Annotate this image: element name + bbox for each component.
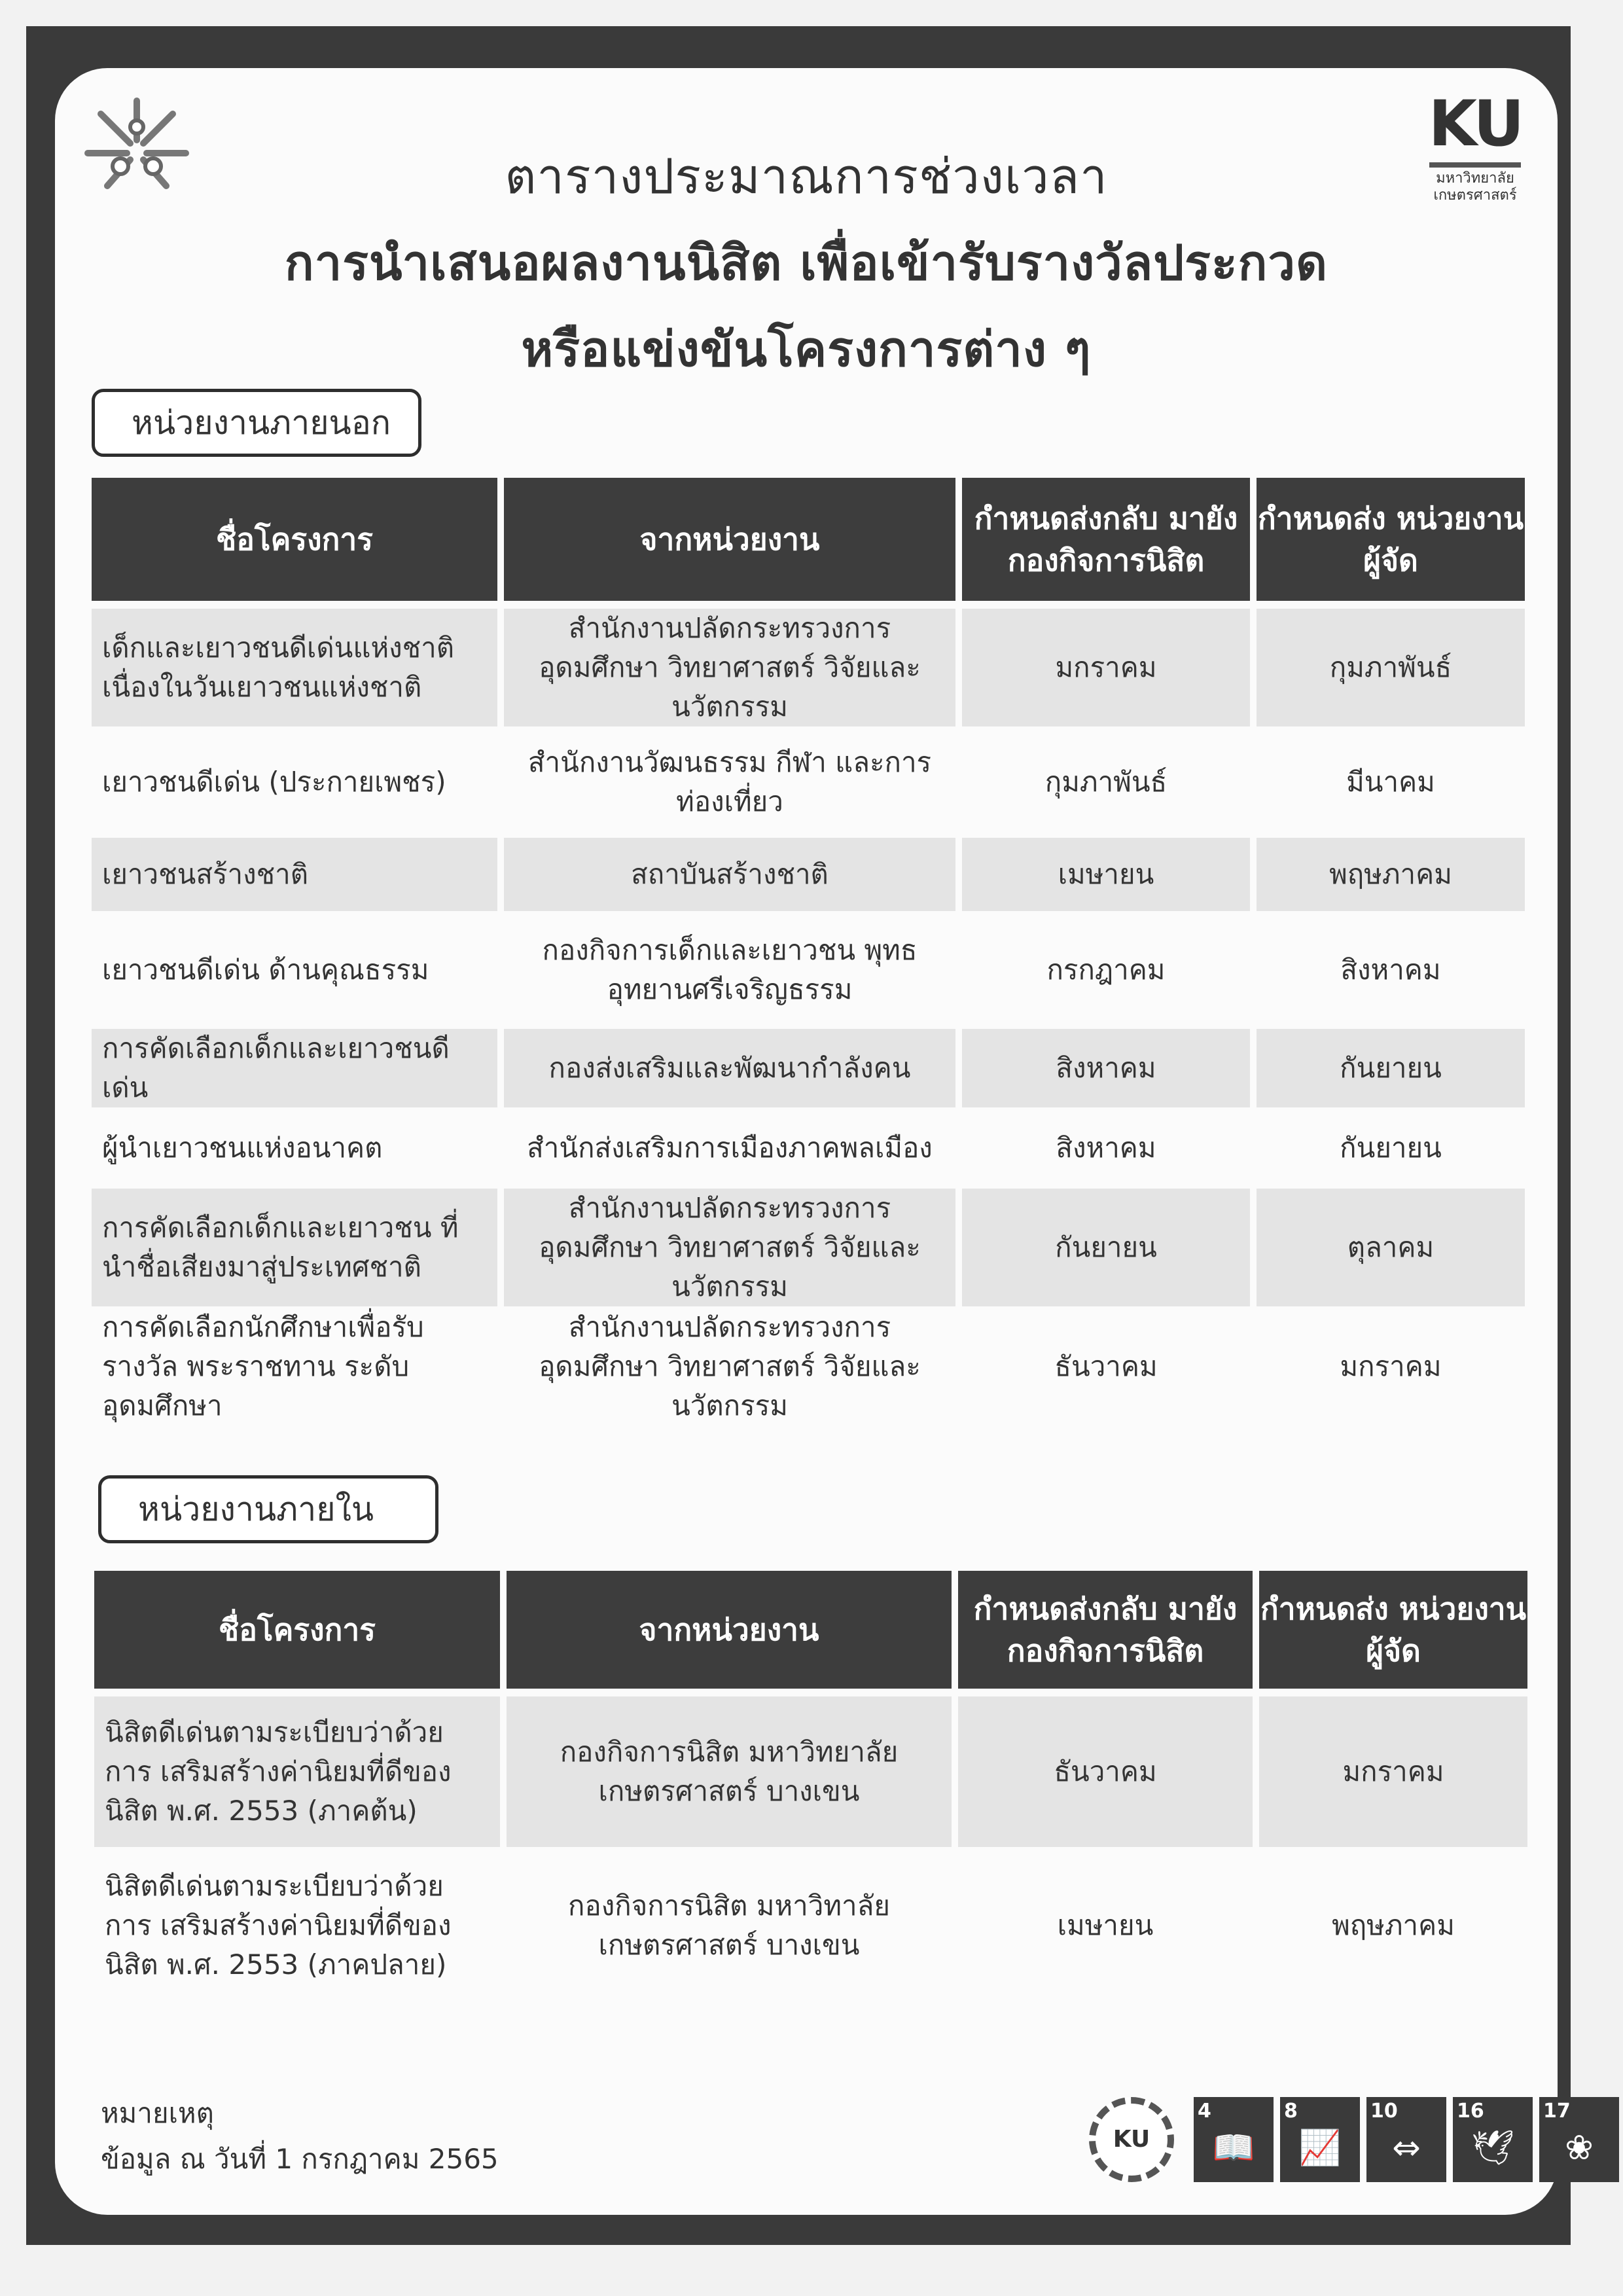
- agency-cell: สำนักส่งเสริมการเมืองภาคพลเมือง: [527, 1132, 933, 1164]
- return-deadline-cell: ธันวาคม: [958, 1696, 1253, 1847]
- organizer-deadline-cell: กันยายน: [1257, 1029, 1525, 1107]
- table-header-row: [94, 1571, 1527, 1696]
- internal-table: [88, 1571, 1534, 2004]
- organizer-deadline-cell: กุมภาพันธ์: [1257, 609, 1525, 726]
- organizer-deadline-cell: สิงหาคม: [1340, 954, 1441, 986]
- sdg-number: 4: [1198, 2100, 1211, 2123]
- organizer-deadline-cell: พฤษภาคม: [1257, 838, 1525, 911]
- poster-page: [55, 68, 1594, 2215]
- external-section-label: หน่วยงานภายนอก: [92, 389, 421, 457]
- return-deadline-cell: ธันวาคม: [1054, 1350, 1158, 1382]
- column-header-return-deadline: กำหนดส่งกลับ มายังกองกิจการนิสิต: [962, 478, 1250, 609]
- growth-chart-icon: 📈: [1298, 2128, 1342, 2168]
- project-cell: ผู้นำเยาวชนแห่งอนาคต: [102, 1132, 383, 1164]
- table-row: [92, 726, 1525, 838]
- column-header-return-deadline: กำหนดส่งกลับ มายังกองกิจการนิสิต: [958, 1571, 1253, 1696]
- organizer-deadline-cell: พฤษภาคม: [1332, 1909, 1455, 1941]
- sdg-tile: [1453, 2097, 1533, 2182]
- sdg-tile: [1280, 2097, 1360, 2182]
- organizer-deadline-cell: กันยายน: [1340, 1132, 1442, 1164]
- dove-icon: 🕊: [1471, 2128, 1514, 2168]
- table-row: [92, 911, 1525, 1029]
- project-cell: เด็กและเยาวชนดีเด่นแห่งชาติ เนื่องในวันเยาวชนแห่งชาติ: [92, 609, 497, 726]
- column-header-agency: จากหน่วยงาน: [507, 1571, 952, 1696]
- agency-cell: กองกิจการเด็กและเยาวชน พุทธอุทยานศรีเจริญธรรม: [542, 934, 918, 1005]
- partnership-ring-icon: ❀: [1565, 2128, 1594, 2168]
- internal-section-label: หน่วยงานภายใน: [98, 1475, 438, 1543]
- column-header-organizer-deadline: กำหนดส่ง หน่วยงานผู้จัด: [1257, 478, 1525, 609]
- book-icon: 📖: [1212, 2128, 1255, 2168]
- page-title: [55, 134, 1558, 393]
- project-cell: นิสิตดีเด่นตามระเบียบว่าด้วยการ เสริมสร้างค่านิยมที่ดีของนิสิต พ.ศ. 2553 (ภาคปลาย): [105, 1870, 452, 1981]
- table-row: [92, 609, 1525, 726]
- column-header-organizer-deadline: กำหนดส่ง หน่วยงานผู้จัด: [1259, 1571, 1527, 1696]
- return-deadline-cell: กันยายน: [962, 1189, 1250, 1306]
- sdg-number: 17: [1543, 2100, 1571, 2123]
- sdg-number: 8: [1284, 2100, 1298, 2123]
- ku-logo-text-2: เกษตรศาสตร์: [1433, 187, 1517, 204]
- sdg-number: 16: [1457, 2100, 1484, 2123]
- agency-cell: สำนักงานปลัดกระทรวงการอุดมศึกษา วิทยาศาสตร์ วิจัยและนวัตกรรม: [539, 1311, 921, 1422]
- sdg-number: 10: [1370, 2100, 1398, 2123]
- table-header-row: [92, 478, 1525, 609]
- project-cell: เยาวชนดีเด่น (ประกายเพชร): [102, 766, 446, 798]
- remark-label: หมายเหตุ: [101, 2097, 214, 2129]
- column-header-agency: จากหน่วยงาน: [504, 478, 955, 609]
- data-date: ข้อมูล ณ วันที่ 1 กรกฎาคม 2565: [101, 2143, 499, 2175]
- organizer-deadline-cell: ตุลาคม: [1257, 1189, 1525, 1306]
- organizer-deadline-cell: มีนาคม: [1346, 766, 1435, 798]
- agency-cell: กองกิจการนิสิต มหาวิทยาลัยเกษตรศาสตร์ บางเขน: [507, 1696, 952, 1847]
- organizer-deadline-cell: มกราคม: [1259, 1696, 1527, 1847]
- agency-cell: สำนักงานปลัดกระทรวงการอุดมศึกษา วิทยาศาสตร์ วิจัยและนวัตกรรม: [504, 1189, 955, 1306]
- table-row: [94, 1696, 1527, 1847]
- sdg-tile: [1194, 2097, 1274, 2182]
- ku-logo-mark: KU: [1428, 87, 1522, 160]
- table-row: [94, 1847, 1527, 2004]
- agency-cell: สำนักงานวัฒนธรรม กีฬา และการท่องเที่ยว: [527, 746, 932, 817]
- table-row: [92, 1189, 1525, 1306]
- table-row: [92, 1107, 1525, 1189]
- return-deadline-cell: กุมภาพันธ์: [1044, 766, 1168, 798]
- footer-note: [101, 2090, 499, 2182]
- project-cell: การคัดเลือกเด็กและเยาวชนดีเด่น: [92, 1029, 497, 1107]
- agency-cell: สถาบันสร้างชาติ: [504, 838, 955, 911]
- title-line-1: ตารางประมาณการช่วงเวลา: [505, 149, 1108, 205]
- table-row: [92, 1029, 1525, 1107]
- ku-logo-text-1: มหาวิทยาลัย: [1436, 170, 1514, 187]
- return-deadline-cell: สิงหาคม: [962, 1029, 1250, 1107]
- external-table: [85, 478, 1531, 1427]
- sdg-tile: [1539, 2097, 1619, 2182]
- project-cell: การคัดเลือกนักศึกษาเพื่อรับรางวัล พระราชทาน ระดับอุดมศึกษา: [102, 1311, 424, 1422]
- ku-circle-icon: KU: [1089, 2097, 1174, 2182]
- project-cell: การคัดเลือกเด็กและเยาวชน ที่นำชื่อเสียงมาสู่ประเทศชาติ: [92, 1189, 497, 1306]
- table-row: [92, 1306, 1525, 1427]
- column-header-project: ชื่อโครงการ: [94, 1571, 500, 1696]
- project-cell: เยาวชนดีเด่น ด้านคุณธรรม: [102, 954, 429, 986]
- return-deadline-cell: เมษายน: [1057, 1909, 1154, 1941]
- column-header-project: ชื่อโครงการ: [92, 478, 497, 609]
- title-line-2: การนำเสนอผลงานนิสิต เพื่อเข้ารับรางวัลประกวด: [284, 235, 1329, 291]
- title-line-3: หรือแข่งขันโครงการต่าง ๆ: [521, 321, 1092, 378]
- equality-arrows-icon: ⇔: [1392, 2128, 1421, 2168]
- agency-cell: กองส่งเสริมและพัฒนากำลังคน: [504, 1029, 955, 1107]
- agency-cell: กองกิจการนิสิต มหาวิทาลัยเกษตรศาสตร์ บางเขน: [568, 1890, 890, 1961]
- return-deadline-cell: กรกฎาคม: [1046, 954, 1166, 986]
- agency-cell: สำนักงานปลัดกระทรวงการอุดมศึกษา วิทยาศาสตร์ วิจัยและนวัตกรรม: [504, 609, 955, 726]
- table-row: [92, 838, 1525, 911]
- project-cell: เยาวชนสร้างชาติ: [92, 838, 497, 911]
- organizer-deadline-cell: มกราคม: [1340, 1350, 1442, 1382]
- sdg-tile: [1366, 2097, 1446, 2182]
- project-cell: นิสิตดีเด่นตามระเบียบว่าด้วยการ เสริมสร้างค่านิยมที่ดีของนิสิต พ.ศ. 2553 (ภาคต้น): [94, 1696, 500, 1847]
- return-deadline-cell: สิงหาคม: [1056, 1132, 1156, 1164]
- return-deadline-cell: มกราคม: [962, 609, 1250, 726]
- return-deadline-cell: เมษายน: [962, 838, 1250, 911]
